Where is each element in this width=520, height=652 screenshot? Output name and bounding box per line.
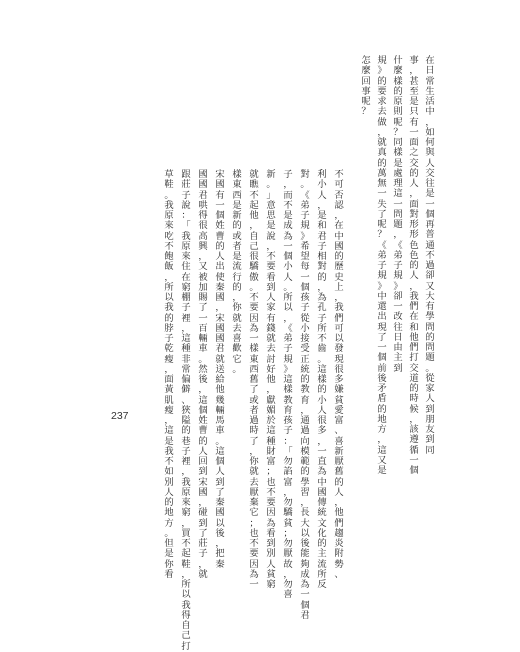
text-column: 對 。 《 弟 子 規 》 希 望 每 一 個 孩 子 從 小 接 受 正 統 的 教 育 ， 通 過 向 模 範 的 學 習 ， 長 大 以 後 能 夠 成 為 一 個 君 <box>300 169 310 621</box>
text-column: 草 鞋 。 我 原 來 吃 不 飽 飯 ， 所 以 我 的 脖 子 乾 瘦 ， 面 黃 肌 瘦 ， 這 是 我 不 如 別 人 的 地 方 。 但 是 你 看 <box>164 169 174 580</box>
text-column: 事 ， 甚 至 是 只 有 一 面 之 交 的 人 ， 面 對 形 形 色 色 的 人 ， 我 們 在 和 他 們 打 交 道 的 時 候 ， 該 遵 循 一 個 <box>409 55 419 476</box>
text-column: 在 日 常 生 活 中 ， 如 何 與 人 交 往 是 一 個 再 普 通 不 過 卻 又 大 有 學 問 的 問 題 。 從 家 人 到 朋 友 到 同 <box>425 55 435 456</box>
text-column: 子 ， 而 不 是 成 為 一 個 小 人 。 所 以 ， 《 弟 子 規 》 這 樣 教 育 孩 子 ： 「 勿 諂 富 ， 勿 驕 貧 ； 勿 厭 故 ， 勿 喜 <box>283 169 293 601</box>
text-column: 不 可 否 認 ， 在 中 國 的 歷 史 上 ， 我 們 可 以 發 現 很 多 嫌 貧 愛 富 、 喜 新 厭 舊 的 人 ， 他 們 趨 炎 附 勢 、 <box>334 169 344 580</box>
text-column: 新 。 」 意 思 是 說 ， 不 要 看 到 人 家 有 錢 就 去 討 好 他 ， 獻 媚 於 這 種 財 富 ； 也 不 要 因 為 看 到 別 人 貧 窮 <box>266 169 276 590</box>
page-number: 237 <box>111 410 129 422</box>
text-column: 樣 東 西 是 新 的 或 者 是 流 行 的 ， 你 就 去 喜 歡 它 。 <box>232 169 242 375</box>
text-column: 宋 國 有 一 個 姓 曹 的 人 出 使 秦 國 ， 宋 國 國 君 就 送 給 他 幾 輛 馬 車 。 這 個 人 到 了 秦 國 以 後 ， 把 秦 <box>215 169 225 570</box>
text-column: 什 麼 樣 的 原 則 呢 ？ 同 樣 是 處 理 這 一 問 題 ， 《 弟 子 規 》 卻 一 改 往 日 由 主 到 <box>393 55 403 374</box>
text-column: 利 小 人 ， 是 和 君 子 相 對 的 ， 為 孔 子 所 不 齒 。 這 樣 的 小 人 很 多 ， 一 直 為 中 國 傳 統 文 化 的 主 流 所 反 <box>317 169 327 590</box>
text-column: 就 瞧 不 起 他 ， 自 己 很 驕 傲 。 不 要 因 為 一 樣 東 西 舊 了 或 者 過 時 了 ， 你 就 去 厭 棄 它 ； 也 不 要 因 為 一 <box>249 169 259 590</box>
text-column: 跟 莊 子 說 ： 「 我 原 來 住 在 窮 棚 子 裡 ， 這 種 非 常 偏 僻 、 狹 隘 的 巷 子 裡 ， 我 原 來 窮 ， 買 不 起 鞋 ， 所 以 我 得 自 己 打 <box>181 169 191 652</box>
text-column: 怎 麼 回 事 呢 ？ <box>361 55 371 118</box>
text-column: 國 國 君 哄 得 很 高 興 ， 又 被 加 賜 了 一 百 輛 車 。 然 後 ， 這 個 姓 曹 的 人 回 到 宋 國 ， 碰 到 了 莊 子 ， 就 <box>198 169 208 580</box>
text-column: 規 》 的 要 求 去 做 ， 就 真 的 萬 無 一 失 了 呢 ？ 《 弟 子 規 》 中 還 出 現 了 一 個 前 後 矛 盾 的 地 方 ， 這 又 是 <box>377 55 387 476</box>
